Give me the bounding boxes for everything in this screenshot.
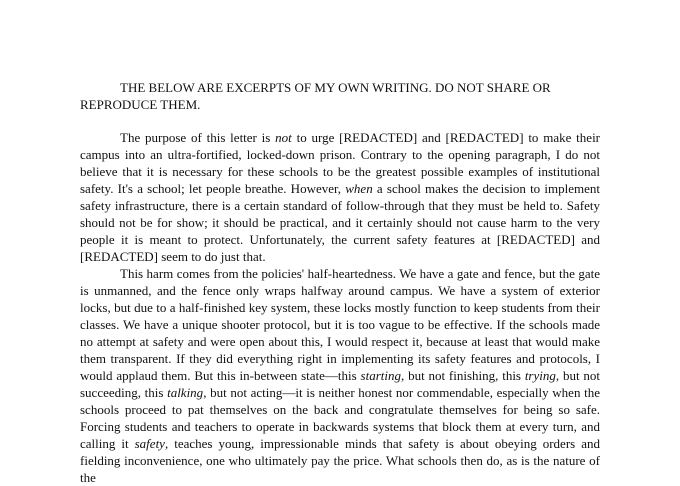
emphasis-text: talking xyxy=(167,385,204,400)
emphasis-text: trying xyxy=(524,368,556,383)
paragraph-text: , teaches young, impressionable minds that safety is about obeying orders and fielding inconvenience, one who ultimately pay the price. What schools then do, as is the nature of the xyxy=(80,436,600,485)
emphasis-text: safety xyxy=(134,436,165,451)
paragraph-text: The purpose of this letter is xyxy=(120,130,276,145)
paragraph-harm xyxy=(80,265,600,486)
paragraph-text: , but not acting—it is neither honest nor commendable, especially when the schools proceed to pat themselves on the back and congratulate themselves for being so safe. Forcing students and teachers to operate in backwards systems that block them at every turn, and calling it xyxy=(80,385,600,451)
paragraph-text: This harm comes from the policies' half-heartedness. We have a gate and fence, but the gate is unmanned, and the fence only wraps halfway around campus. We have a system of exterior locks, but due to a half-finished key system, these locks mostly function to keep students from their classes. We have a unique shooter protocol, but it is too vague to be effective. If the schools made no attempt at safety and were open about this, I would respect it, because at least that would make them transparent. If they did everything right in implementing its safety features and protocols, I would applaud them. But this in-between state—this xyxy=(80,266,600,383)
paragraph-text: , but not succeeding, this xyxy=(80,368,600,400)
document-body xyxy=(80,79,600,486)
emphasis-text: starting xyxy=(360,368,401,383)
notice-text: THE BELOW ARE EXCERPTS OF MY OWN WRITING. DO NOT SHARE OR REPRODUCE THEM. xyxy=(80,80,551,112)
emphasis-text: when xyxy=(345,181,373,196)
paragraph-text: a school makes the decision to implement safety infrastructure, there is a certain standard of follow-through that they must be held to. Safety should not be for show; it should be practical, and it certainly should not cause harm to the very people it is meant to protect. Unfortunately, the current safety features at [REDACTED] and [REDACTED] seem to do just that. xyxy=(80,181,600,264)
paragraph-purpose xyxy=(80,129,600,265)
paragraph-text: to urge [REDACTED] and [REDACTED] to make their campus into an ultra-fortified, locked-down prison. Contrary to the opening paragraph, I do not believe that it is necessary for these schools to be the greatest possible examples of institutional safety. It's a school; let people breathe. However, xyxy=(80,130,601,196)
paragraph-text: , but not finishing, this xyxy=(401,368,525,383)
paragraph-spacer xyxy=(80,113,600,129)
notice-heading xyxy=(80,79,600,113)
emphasis-text: not xyxy=(275,130,292,145)
